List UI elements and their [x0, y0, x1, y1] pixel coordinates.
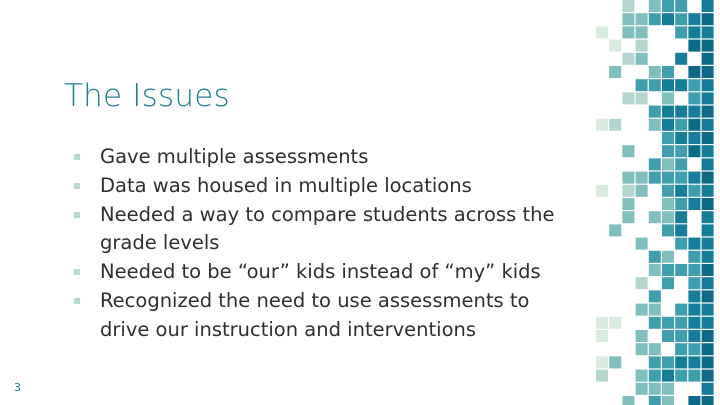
mosaic-tile: [649, 106, 661, 118]
mosaic-tile: [675, 132, 687, 144]
mosaic-tile: [622, 185, 634, 197]
mosaic-tile: [675, 198, 687, 210]
slide-number: 3: [14, 381, 21, 394]
bullet-text: Needed to be “our” kids instead of “my” kids: [100, 260, 541, 284]
mosaic-tile: [649, 343, 661, 355]
mosaic-tile: [662, 185, 674, 197]
mosaic-tile: [649, 304, 661, 316]
mosaic-tile: [702, 330, 714, 342]
mosaic-tile: [688, 290, 700, 302]
mosaic-tile: [649, 172, 661, 184]
mosaic-tile: [622, 198, 634, 210]
mosaic-tile: [649, 370, 661, 382]
mosaic-tile: [675, 356, 687, 368]
mosaic-tile: [622, 26, 634, 38]
mosaic-tile: [636, 330, 648, 342]
mosaic-tile: [609, 317, 621, 329]
mosaic-tile: [662, 277, 674, 289]
mosaic-tile: [702, 106, 714, 118]
mosaic-tile: [636, 185, 648, 197]
mosaic-tile: [662, 0, 674, 12]
mosaic-tile: [675, 317, 687, 329]
mosaic-tile: [675, 172, 687, 184]
mosaic-tile: [702, 211, 714, 223]
mosaic-tile: [688, 26, 700, 38]
mosaic-tile: [675, 158, 687, 170]
mosaic-tile: [636, 383, 648, 395]
mosaic-tile: [596, 26, 608, 38]
mosaic-tile: [622, 92, 634, 104]
mosaic-tile: [688, 185, 700, 197]
mosaic-tile: [702, 343, 714, 355]
mosaic-tile: [636, 277, 648, 289]
mosaic-tile: [649, 317, 661, 329]
square-bullet-icon: [74, 298, 80, 304]
mosaic-tile: [688, 40, 700, 52]
mosaic-tile: [609, 40, 621, 52]
mosaic-tile: [622, 172, 634, 184]
square-bullet-icon: [74, 269, 80, 275]
mosaic-tile: [702, 396, 714, 405]
mosaic-tile: [688, 132, 700, 144]
mosaic-tile: [596, 119, 608, 131]
mosaic-tile: [688, 343, 700, 355]
mosaic-tile: [636, 172, 648, 184]
mosaic-tile: [662, 66, 674, 78]
mosaic-tile: [675, 238, 687, 250]
mosaic-tile: [675, 330, 687, 342]
mosaic-tile: [649, 119, 661, 131]
mosaic-tile: [662, 383, 674, 395]
mosaic-tile: [702, 277, 714, 289]
square-bullet-icon: [74, 212, 80, 218]
mosaic-tile: [636, 26, 648, 38]
mosaic-tile: [688, 119, 700, 131]
mosaic-tile: [675, 370, 687, 382]
mosaic-tile: [688, 264, 700, 276]
mosaic-tile: [636, 13, 648, 25]
mosaic-tile: [702, 238, 714, 250]
mosaic-tile: [675, 145, 687, 157]
mosaic-tile: [662, 317, 674, 329]
mosaic-tile: [675, 224, 687, 236]
bullet-list: [74, 143, 584, 345]
mosaic-tile: [675, 26, 687, 38]
mosaic-tile: [702, 356, 714, 368]
mosaic-tile: [636, 79, 648, 91]
mosaic-tile: [622, 0, 634, 12]
mosaic-tile: [702, 145, 714, 157]
mosaic-tile: [662, 145, 674, 157]
mosaic-tile: [702, 317, 714, 329]
mosaic-tile: [662, 106, 674, 118]
mosaic-tile: [662, 79, 674, 91]
mosaic-tile: [649, 158, 661, 170]
bullet-text: Gave multiple assessments: [100, 145, 369, 168]
mosaic-tile: [675, 119, 687, 131]
mosaic-tile: [702, 26, 714, 38]
mosaic-tile: [702, 13, 714, 25]
mosaic-tile: [596, 330, 608, 342]
mosaic-tile: [688, 330, 700, 342]
mosaic-tile: [649, 396, 661, 405]
mosaic-tile: [662, 356, 674, 368]
mosaic-tile: [702, 251, 714, 263]
mosaic-tile: [702, 0, 714, 12]
mosaic-tile: [609, 119, 621, 131]
square-bullet-icon: [74, 183, 80, 189]
mosaic-tile: [649, 66, 661, 78]
mosaic-tile: [702, 290, 714, 302]
mosaic-tile: [702, 66, 714, 78]
mosaic-tile: [662, 132, 674, 144]
mosaic-tile: [609, 224, 621, 236]
mosaic-tile: [675, 13, 687, 25]
mosaic-tile: [675, 79, 687, 91]
mosaic-tile: [596, 185, 608, 197]
mosaic-tile: [702, 383, 714, 395]
mosaic-tile: [649, 13, 661, 25]
mosaic-tile: [702, 185, 714, 197]
mosaic-tile: [662, 330, 674, 342]
mosaic-tile: [688, 317, 700, 329]
mosaic-tile: [688, 304, 700, 316]
mosaic-tile: [688, 13, 700, 25]
mosaic-tile: [636, 53, 648, 65]
mosaic-tile: [675, 0, 687, 12]
mosaic-tile: [649, 356, 661, 368]
mosaic-tile: [688, 356, 700, 368]
mosaic-tile: [649, 211, 661, 223]
mosaic-tile: [702, 132, 714, 144]
mosaic-tile: [688, 251, 700, 263]
bullet-text: Needed a way to compare students across the grade levels: [100, 202, 555, 255]
mosaic-tile: [622, 145, 634, 157]
mosaic-tile: [688, 396, 700, 405]
mosaic-tile: [649, 79, 661, 91]
mosaic-tile: [702, 158, 714, 170]
mosaic-tile: [662, 158, 674, 170]
mosaic-tile: [702, 264, 714, 276]
mosaic-tile: [688, 238, 700, 250]
mosaic-tile: [636, 40, 648, 52]
mosaic-tile: [702, 304, 714, 316]
mosaic-tile: [622, 211, 634, 223]
mosaic-tile: [662, 251, 674, 263]
mosaic-tile: [649, 264, 661, 276]
mosaic-tile: [662, 172, 674, 184]
mosaic-tile: [609, 66, 621, 78]
mosaic-tile: [662, 119, 674, 131]
mosaic-tile: [662, 264, 674, 276]
bullet-text: Data was housed in multiple locations: [100, 173, 472, 197]
mosaic-tile: [702, 40, 714, 52]
mosaic-tile: [702, 92, 714, 104]
mosaic-tile: [675, 106, 687, 118]
decorative-mosaic: [596, 0, 720, 405]
mosaic-tile: [636, 343, 648, 355]
mosaic-tile: [636, 370, 648, 382]
mosaic-tile: [662, 211, 674, 223]
mosaic-tile: [675, 304, 687, 316]
mosaic-tile: [675, 343, 687, 355]
mosaic-tile: [636, 238, 648, 250]
mosaic-tile: [688, 145, 700, 157]
mosaic-tile: [688, 79, 700, 91]
mosaic-tile: [649, 0, 661, 12]
bullet-text: Recognized the need to use assessments to drive our instruction and interventions: [100, 288, 530, 341]
mosaic-tile: [675, 264, 687, 276]
mosaic-tile: [662, 396, 674, 405]
mosaic-tile: [702, 79, 714, 91]
square-bullet-icon: [74, 154, 80, 160]
mosaic-tile: [596, 370, 608, 382]
mosaic-tile: [662, 13, 674, 25]
mosaic-tile: [662, 370, 674, 382]
mosaic-tile: [702, 119, 714, 131]
bullet-item: [74, 172, 584, 201]
mosaic-tile: [688, 370, 700, 382]
mosaic-tile: [649, 290, 661, 302]
mosaic-tile: [702, 172, 714, 184]
bullet-item: [74, 201, 584, 259]
mosaic-tile: [688, 106, 700, 118]
mosaic-tile: [675, 53, 687, 65]
mosaic-tile: [662, 198, 674, 210]
bullet-item: [74, 258, 584, 287]
mosaic-tile: [688, 277, 700, 289]
mosaic-tile: [688, 172, 700, 184]
mosaic-tile: [675, 185, 687, 197]
mosaic-tile: [675, 211, 687, 223]
mosaic-tile: [688, 66, 700, 78]
mosaic-tile: [702, 198, 714, 210]
bullet-item: [74, 287, 584, 345]
slide-title: The Issues: [64, 78, 230, 114]
mosaic-tile: [636, 92, 648, 104]
mosaic-tile: [649, 383, 661, 395]
mosaic-tile: [702, 53, 714, 65]
bullet-item: [74, 143, 584, 172]
mosaic-tile: [596, 356, 608, 368]
mosaic-tile: [662, 224, 674, 236]
mosaic-tile: [622, 396, 634, 405]
mosaic-tile: [596, 317, 608, 329]
mosaic-tile: [622, 13, 634, 25]
mosaic-tile: [662, 92, 674, 104]
mosaic-tile: [702, 370, 714, 382]
mosaic-tile: [622, 53, 634, 65]
mosaic-tile: [702, 224, 714, 236]
mosaic-tile: [649, 251, 661, 263]
mosaic-tile: [688, 198, 700, 210]
mosaic-tile: [688, 92, 700, 104]
mosaic-tile: [636, 304, 648, 316]
mosaic-tile: [609, 356, 621, 368]
